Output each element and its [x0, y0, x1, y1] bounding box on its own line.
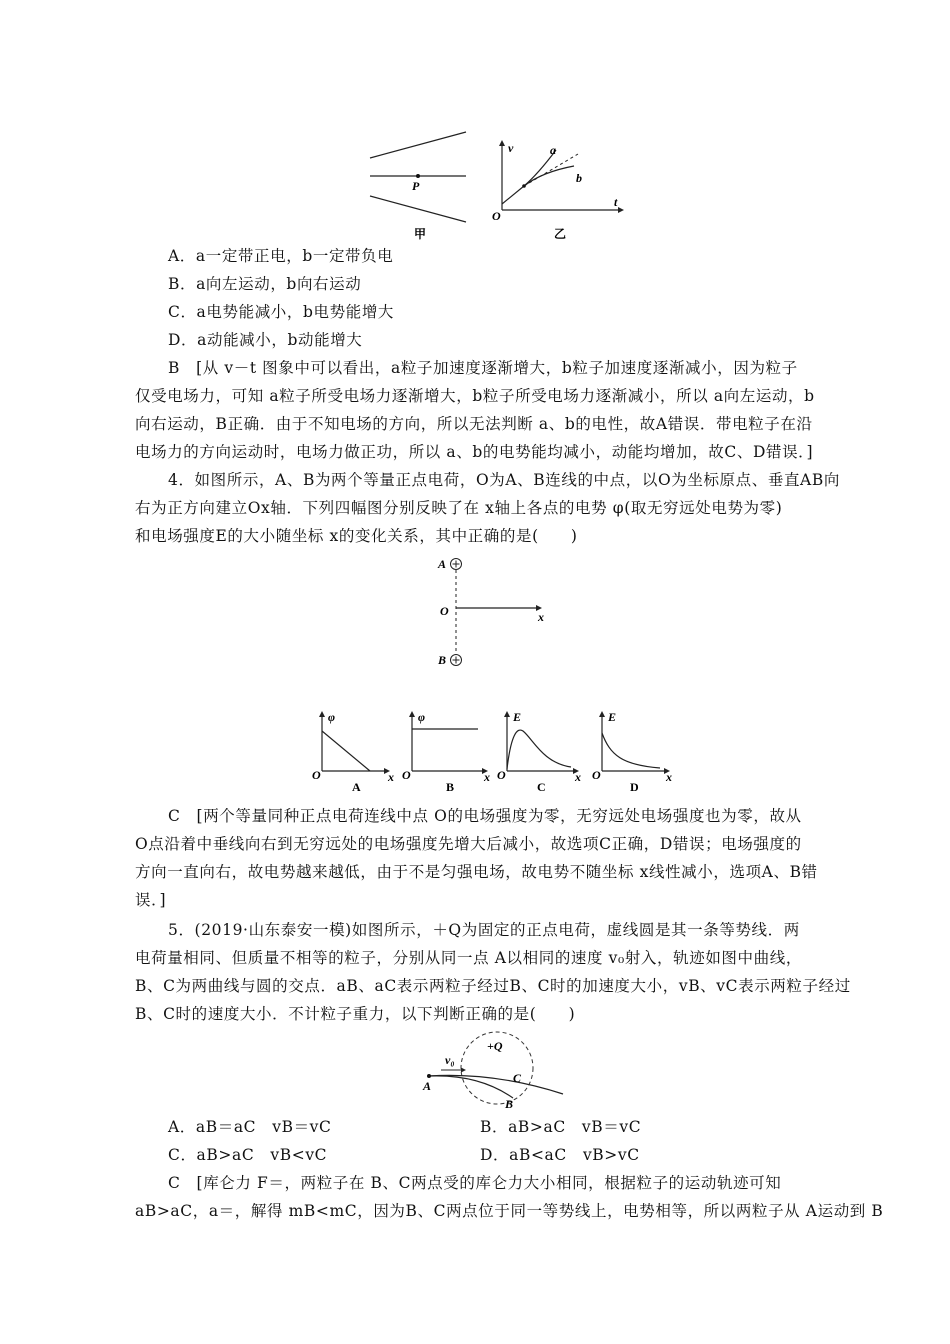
- v0-label: v₀: [445, 1053, 455, 1067]
- jia-caption: 甲: [414, 227, 427, 241]
- q5-answer-line: C [库仑力 F＝，两粒子在 B、C两点受的库仑力大小相同，根据粒子的运动轨迹可知: [168, 1174, 782, 1192]
- q5-figure: [415, 1028, 575, 1110]
- q4-answer-line: 方向一直向右，故电势越来越低，由于不是匀强电场，故电势不随坐标 x线性减小，选项A、B错: [135, 863, 818, 881]
- q4-answer-line: 误．]: [135, 891, 167, 909]
- q3-answer-line: 电场力的方向运动时，电场力做正功，所以 a、b的电势能均减小，动能均增加，故C、D错误．]: [135, 443, 814, 461]
- q5-stem-line: B、C为两曲线与圆的交点．aB、aC表示两粒子经过B、C时的加速度大小，vB、vC表示两粒子经过: [135, 977, 851, 995]
- q3-option-a: A．a一定带正电，b一定带负电: [168, 247, 394, 265]
- q3-answer-line: 向右运动，B正确．由于不知电场的方向，所以无法判断 a、b的电性，故A错误．带电粒子在沿: [135, 415, 813, 433]
- y-axis-label: φ: [328, 710, 336, 724]
- origin-label: O: [312, 768, 321, 782]
- c-point-label: C: [513, 1071, 522, 1085]
- x-axis-label: x: [575, 770, 581, 784]
- q4-graph-d: [590, 705, 680, 795]
- o-label: O: [440, 604, 449, 618]
- q3-answer-line: 仅受电场力，可知 a粒子所受电场力逐渐增大，b粒子所受电场力逐渐减小，所以 a向左运动，b: [135, 387, 815, 405]
- q5-option-a: A．aB＝aC vB＝vC: [168, 1118, 332, 1136]
- q5-option-c: C．aB>aC vB<vC: [168, 1146, 328, 1164]
- b-label: b: [576, 171, 582, 185]
- q5-answer-line: aB>aC，a＝，解得 mB<mC，因为B、C两点位于同一等势线上，电势相等，所以两粒子从 A运动到 B: [135, 1202, 884, 1220]
- origin-label: O: [497, 768, 506, 782]
- b-label: B: [438, 653, 447, 667]
- q3-option-d: D．a动能减小，b动能增大: [168, 331, 363, 349]
- q3-option-c: C．a电势能减小，b电势能增大: [168, 303, 395, 321]
- a-label: a: [550, 143, 556, 157]
- q-label: +Q: [487, 1039, 503, 1053]
- q4-stem-line: 右为正方向建立Ox轴．下列四幅图分别反映了在 x轴上各点的电势 φ(取无穷远处电势为零): [135, 499, 783, 517]
- q5-stem-line: B、C时的速度大小．不计粒子重力，以下判断正确的是( ): [135, 1005, 576, 1023]
- p-label: P: [412, 179, 420, 193]
- q4-graph-a: [310, 705, 400, 795]
- y-axis-label: φ: [418, 710, 426, 724]
- y-axis-label: E: [608, 710, 617, 724]
- q4-stem-line: 4．如图所示，A、B为两个等量正点电荷，O为A、B连线的中点，以O为坐标原点、垂直AB向: [168, 471, 840, 489]
- q3-answer-line: B [从 v－t 图象中可以看出，a粒子加速度逐渐增大，b粒子加速度逐渐减小，因为粒子: [168, 359, 798, 377]
- q5-option-b: B．aB>aC vB＝vC: [480, 1118, 642, 1136]
- curve-b: [524, 166, 574, 186]
- q4-graph-b: [400, 705, 500, 795]
- q5-stem-line: 电荷量相同、但质量不相等的粒子，分别从同一点 A以相同的速度 v₀射入，轨迹如图中曲线，: [135, 949, 802, 967]
- figure-jia: [360, 120, 480, 245]
- trajectory-1: [429, 1075, 563, 1094]
- a-label: A: [438, 557, 447, 571]
- q4-charge-figure: [430, 555, 560, 670]
- q4-stem-line: 和电场强度E的大小随坐标 x的变化关系，其中正确的是( ): [135, 527, 578, 545]
- v-axis-label: v: [508, 141, 514, 155]
- q4-graph-c: [495, 705, 590, 795]
- origin-label: O: [592, 768, 601, 782]
- graph-caption: C: [537, 780, 546, 794]
- q4-answer-line: O点沿着中垂线向右到无穷远处的电场强度先增大后减小，故选项C正确，D错误；电场强度的: [135, 835, 802, 853]
- x-axis-label: x: [484, 770, 490, 784]
- yi-caption: 乙: [554, 227, 567, 241]
- graph-caption: B: [446, 780, 455, 794]
- origin-label: O: [402, 768, 411, 782]
- b-point-label: B: [505, 1097, 514, 1110]
- t-axis-label: t: [614, 195, 618, 209]
- x-axis-label: x: [666, 770, 672, 784]
- origin-label: O: [492, 209, 501, 223]
- q3-option-b: B．a向左运动，b向右运动: [168, 275, 362, 293]
- figure-yi: [490, 138, 630, 245]
- graph-caption: D: [630, 780, 639, 794]
- graph-caption: A: [352, 780, 361, 794]
- a-point-label: A: [423, 1079, 432, 1093]
- x-axis-label: x: [388, 770, 394, 784]
- point-p: [416, 174, 420, 178]
- q5-option-d: D．aB<aC vB>vC: [480, 1146, 640, 1164]
- y-axis-label: E: [513, 710, 522, 724]
- q4-answer-line: C [两个等量同种正点电荷连线中点 O的电场强度为零，无穷远处电场强度也为零，故从: [168, 807, 802, 825]
- q5-stem-line: 5．(2019·山东泰安一模)如图所示，＋Q为固定的正点电荷，虚线圆是其一条等势线．两: [168, 921, 800, 939]
- x-label: x: [538, 610, 544, 624]
